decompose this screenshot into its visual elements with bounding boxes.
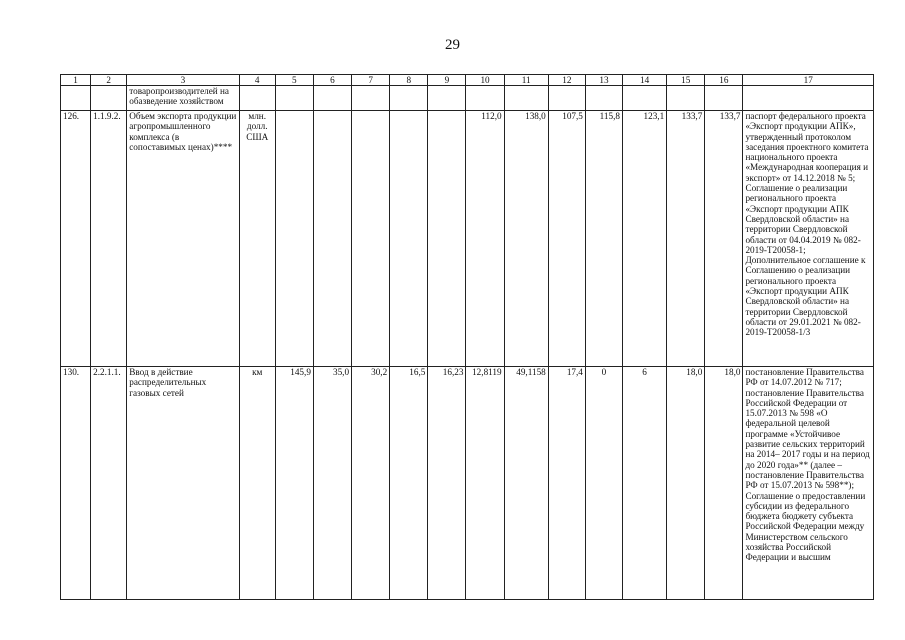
table-cell bbox=[667, 86, 705, 111]
column-header: 2 bbox=[91, 75, 127, 86]
value-cell: 17,4 bbox=[548, 367, 585, 600]
source-document: постановление Правительства РФ от 14.07.2012 № 717; постановление Правительства Российской Федерации от 15.07.2013 № 598 «О федеральной целевой программе «Устойчивое развитие сельских территорий на 2014– 2017 годы и на период до 2020 года»** (далее – постановление Правительства РФ от 15.07.2013 № 598**); Соглашение о предоставлении субсидии из федерального бюджета бюджету субъекта Российской Федерации между Министерством сельского хозяйства Российской Федерации и высшим bbox=[743, 367, 874, 600]
value-cell bbox=[390, 111, 428, 367]
column-header: 14 bbox=[623, 75, 667, 86]
column-header: 4 bbox=[239, 75, 275, 86]
value-cell: 16,23 bbox=[428, 367, 466, 600]
value-cell bbox=[428, 111, 466, 367]
value-cell: 123,1 bbox=[623, 111, 667, 367]
indicator-name: Ввод в действие распределительных газовых сетей bbox=[127, 367, 239, 600]
row-number: 126. bbox=[61, 111, 91, 367]
value-cell: 107,5 bbox=[548, 111, 585, 367]
table-cell bbox=[390, 86, 428, 111]
table-cell bbox=[504, 86, 548, 111]
column-header: 5 bbox=[275, 75, 313, 86]
value-cell: 138,0 bbox=[504, 111, 548, 367]
table-row-continuation bbox=[61, 86, 874, 111]
column-header: 15 bbox=[667, 75, 705, 86]
row-code: 1.1.9.2. bbox=[91, 111, 127, 367]
indicator-name: Объем экспорта продукции агропромышленного комплекса (в сопоставимых ценах)**** bbox=[127, 111, 239, 367]
column-header: 16 bbox=[705, 75, 743, 86]
unit: млн. долл. США bbox=[239, 111, 275, 367]
page-number: 29 bbox=[445, 37, 460, 53]
indicator-name: товаропроизводителей на обазведение хозяйством bbox=[127, 86, 239, 111]
value-cell: 6 bbox=[623, 367, 667, 600]
column-header: 9 bbox=[428, 75, 466, 86]
value-cell: 133,7 bbox=[667, 111, 705, 367]
column-header: 1 bbox=[61, 75, 91, 86]
table-cell bbox=[239, 86, 275, 111]
table-cell bbox=[466, 86, 504, 111]
value-cell: 145,9 bbox=[275, 367, 313, 600]
value-cell: 133,7 bbox=[705, 111, 743, 367]
table-cell bbox=[743, 86, 874, 111]
table-row bbox=[61, 111, 874, 367]
table-row bbox=[61, 367, 874, 600]
column-header: 13 bbox=[585, 75, 622, 86]
value-cell bbox=[352, 111, 390, 367]
column-header: 11 bbox=[504, 75, 548, 86]
indicators-table bbox=[60, 74, 874, 600]
column-header: 6 bbox=[313, 75, 351, 86]
value-cell: 115,8 bbox=[585, 111, 622, 367]
value-cell: 12,8119 bbox=[466, 367, 504, 600]
value-cell: 18,0 bbox=[667, 367, 705, 600]
column-header: 3 bbox=[127, 75, 239, 86]
table-cell bbox=[585, 86, 622, 111]
table-cell bbox=[705, 86, 743, 111]
value-cell: 35,0 bbox=[313, 367, 351, 600]
value-cell: 16,5 bbox=[390, 367, 428, 600]
table-cell bbox=[91, 86, 127, 111]
table-cell bbox=[61, 86, 91, 111]
column-header: 10 bbox=[466, 75, 504, 86]
table-cell bbox=[352, 86, 390, 111]
table-cell bbox=[548, 86, 585, 111]
column-header: 8 bbox=[390, 75, 428, 86]
table-cell bbox=[428, 86, 466, 111]
column-header: 12 bbox=[548, 75, 585, 86]
value-cell: 18,0 bbox=[705, 367, 743, 600]
table-cell bbox=[313, 86, 351, 111]
column-header: 17 bbox=[743, 75, 874, 86]
column-header-row bbox=[61, 75, 874, 86]
row-number: 130. bbox=[61, 367, 91, 600]
value-cell: 0 bbox=[585, 367, 622, 600]
table-cell bbox=[275, 86, 313, 111]
column-header: 7 bbox=[352, 75, 390, 86]
value-cell: 49,1158 bbox=[504, 367, 548, 600]
unit: км bbox=[239, 367, 275, 600]
row-code: 2.2.1.1. bbox=[91, 367, 127, 600]
value-cell bbox=[313, 111, 351, 367]
value-cell: 30,2 bbox=[352, 367, 390, 600]
value-cell: 112,0 bbox=[466, 111, 504, 367]
value-cell bbox=[275, 111, 313, 367]
source-document: паспорт федерального проекта «Экспорт продукции АПК», утвержденный протоколом заседания проектного комитета национального проекта «Международная кооперация и экспорт» от 14.12.2018 № 5; Соглашение о реализации регионального проекта «Экспорт продукции АПК Свердловской области» на территории Свердловской области от 04.04.2019 № 082-2019-Т20058-1; Дополнительное соглашение к Соглашению о реализации регионального проекта «Экспорт продукции АПК Свердловской области» на территории Свердловской области от 29.01.2021 № 082-2019-Т20058-1/3 bbox=[743, 111, 874, 367]
table-cell bbox=[623, 86, 667, 111]
